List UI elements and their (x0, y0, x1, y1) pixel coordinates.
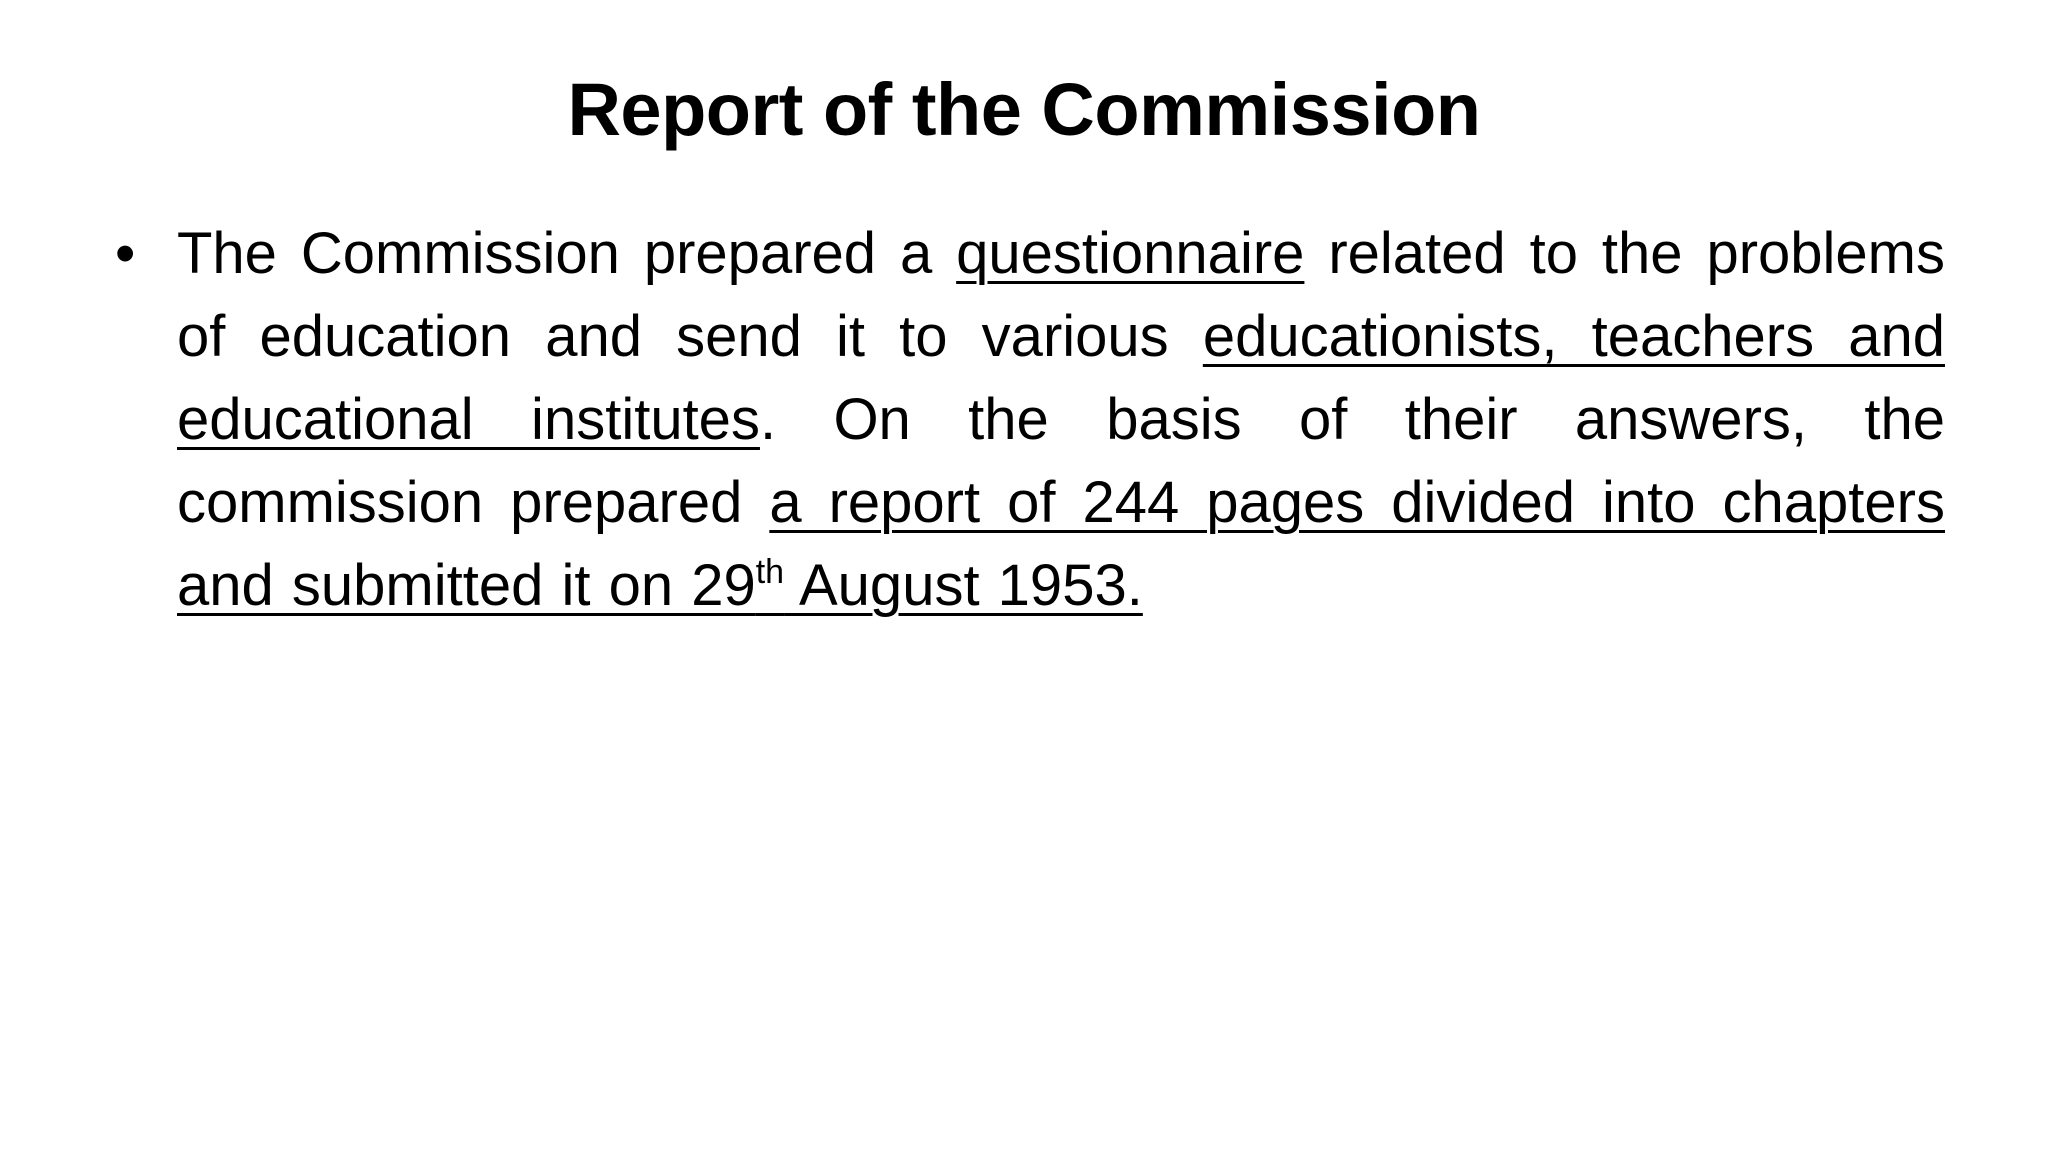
slide-title: Report of the Commission (567, 68, 1481, 151)
bullet-paragraph (115, 212, 1945, 627)
report-text: a report of 244 pages divided into chapters and submitted it on 29 (177, 470, 1945, 618)
report-date-text: August 1953. (784, 553, 1143, 618)
slide-content (115, 212, 1945, 627)
ordinal-suffix: th (755, 553, 785, 591)
underlined-questionnaire: questionnaire (956, 221, 1305, 286)
text-segment: The Commission prepared a (177, 221, 957, 286)
text-segment: related to the problems of education and send it to various (177, 221, 1945, 369)
text-segment: . On the basis of their answers, the commission prepared (177, 387, 1945, 535)
bullet-icon: • (115, 221, 136, 286)
underlined-recipients: educationists, teachers and educational institutes (177, 304, 1945, 452)
